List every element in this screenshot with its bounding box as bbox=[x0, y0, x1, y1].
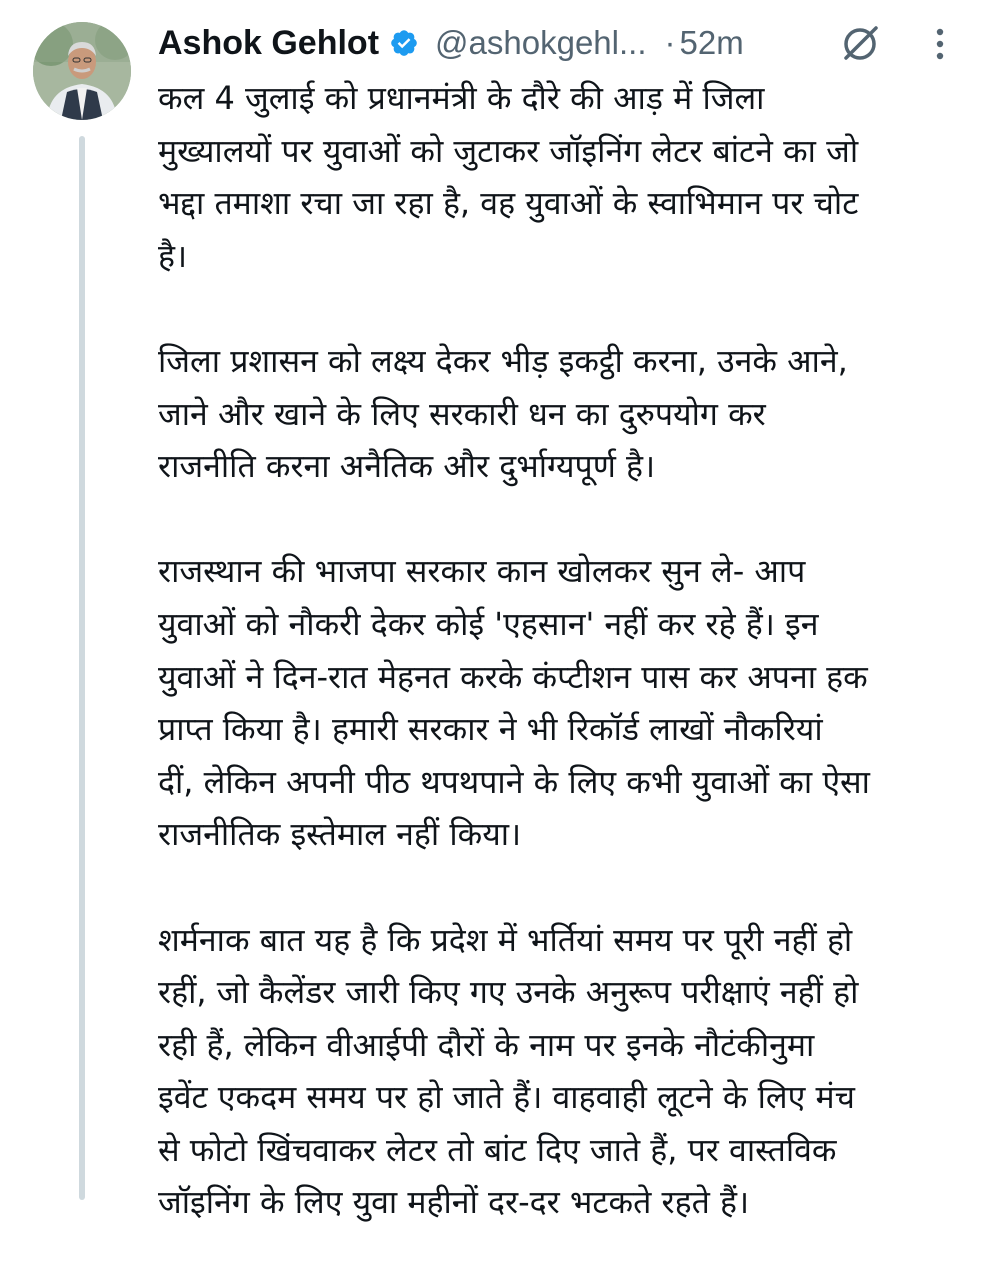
text-line: प्राप्त किया है। हमारी सरकार ने भी रिकॉर्ड लाखों नौकरियां bbox=[158, 710, 823, 749]
text-line: रहीं, जो कैलेंडर जारी किए गए उनके अनुरूप परीक्षाएं नहीं हो bbox=[158, 973, 859, 1012]
text-line: है। bbox=[158, 236, 188, 275]
text-line: राजनीति करना अनैतिक और दुर्भाग्यपूर्ण है। bbox=[158, 447, 656, 486]
tweet-paragraph-3 bbox=[158, 545, 973, 861]
tweet-paragraph-1 bbox=[158, 72, 973, 282]
avatar-photo bbox=[33, 22, 131, 120]
text-line: कल 4 जुलाई को प्रधानमंत्री के दौरे की आड़ में जिला bbox=[158, 79, 765, 117]
text-line: से फोटो खिंचवाकर लेटर तो बांट दिए जाते हैं, पर वास्तविक bbox=[158, 1130, 837, 1169]
display-name[interactable]: Ashok Gehlot bbox=[158, 23, 380, 62]
tweet-paragraph-2 bbox=[158, 335, 973, 493]
text-line: शर्मनाक बात यह है कि प्रदेश में भर्तियां समय पर पूरी नहीं हो bbox=[158, 920, 853, 959]
avatar[interactable] bbox=[33, 22, 131, 120]
text-line: जॉइनिंग के लिए युवा महीनों दर-दर भटकते रहते हैं। bbox=[158, 1183, 750, 1222]
text-line: रही हैं, लेकिन वीआईपी दौरों के नाम पर इनके नौटंकीनुमा bbox=[158, 1025, 815, 1064]
tweet-paragraph-4 bbox=[158, 914, 973, 1230]
grok-icon[interactable] bbox=[838, 22, 882, 66]
tweet-text bbox=[158, 72, 973, 1282]
text-line: राजस्थान की भाजपा सरकार कान खोलकर सुन ले- आप bbox=[158, 552, 806, 591]
more-options-icon[interactable] bbox=[930, 22, 950, 66]
text-line: मुख्यालयों पर युवाओं को जुटाकर जॉइनिंग लेटर बांटने का जो bbox=[158, 131, 859, 170]
text-line: युवाओं को नौकरी देकर कोई 'एहसान' नहीं कर रहे हैं। इन bbox=[158, 604, 819, 643]
text-line: भद्दा तमाशा रचा जा रहा है, वह युवाओं के स्वाभिमान पर चोट bbox=[158, 184, 859, 223]
text-line: जिला प्रशासन को लक्ष्य देकर भीड़ इकट्ठी करना, उनके आने, bbox=[158, 341, 848, 380]
text-line: दीं, लेकिन अपनी पीठ थपथपाने के लिए कभी युवाओं का ऐसा bbox=[158, 762, 870, 801]
separator-dot: · bbox=[664, 24, 676, 61]
timestamp[interactable]: 52m bbox=[679, 24, 744, 61]
text-line: इवेंट एकदम समय पर हो जाते हैं। वाहवाही लूटने के लिए मंच bbox=[158, 1078, 855, 1117]
thread-line bbox=[79, 136, 85, 1200]
text-line: युवाओं ने दिन-रात मेहनत करके कंप्टीशन पास कर अपना हक bbox=[158, 657, 868, 696]
text-line: राजनीतिक इस्तेमाल नहीं किया। bbox=[158, 815, 522, 854]
verified-badge-icon bbox=[389, 28, 419, 58]
text-line: जाने और खाने के लिए सरकारी धन का दुरुपयोग कर bbox=[158, 394, 766, 433]
handle[interactable]: @ashokgehl... bbox=[435, 24, 647, 61]
